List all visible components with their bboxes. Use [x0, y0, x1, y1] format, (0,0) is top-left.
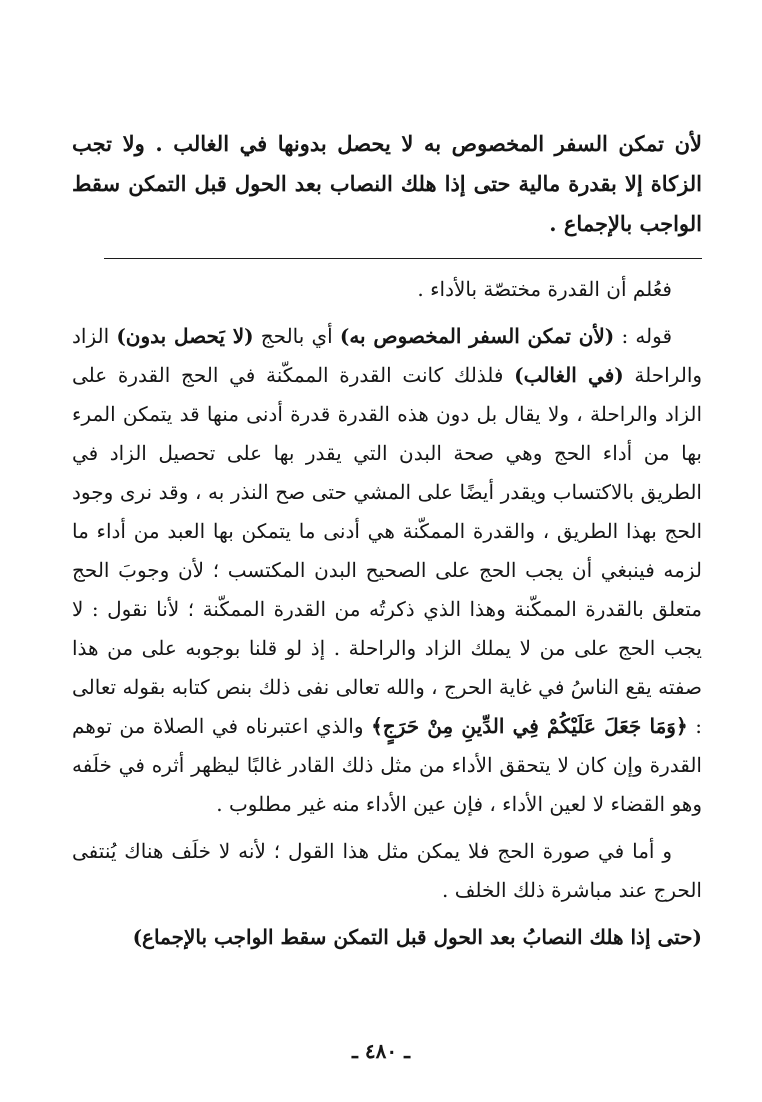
quoted-matn-2: (لا يَحصل بدون) — [116, 324, 254, 348]
paragraph-2-gloss-1: أي بالحج — [260, 324, 333, 348]
quoted-matn-3: (في الغالب) — [514, 363, 624, 387]
quran-verse: ﴿وَمَا جَعَلَ عَلَيْكُمْ فِي الدِّينِ مِنْ حَرَجٍ﴾ — [371, 714, 688, 738]
quoted-matn-1: (لأن تمكن السفر المخصوص به) — [339, 324, 615, 348]
paragraph-2-intro: قوله : — [621, 324, 673, 348]
separator-line — [104, 258, 702, 259]
page-number: ـ ٤٨٠ ـ — [352, 1039, 410, 1063]
matn-text: لأن تمكن السفر المخصوص به لا يحصل بدونها في الغالب . ولا تجب الزكاة إلا بقدرة مالية حتى إذا هلك النصاب بعد الحول قبل التمكن سقط الواجب بالإجماع . — [72, 131, 702, 236]
paragraph-1: فعُلم أن القدرة مختصّة بالأداء . — [417, 277, 672, 301]
paragraph-2-body: فلذلك كانت القدرة الممكّنة في الحج القدرة على الزاد والراحلة ، ولا يقال بل دون هذه القدرة قدرة أدنى منها قد يتمكن المرء بها من أداء الحج وهي صحة البدن التي يقدر بها على تحصيل الزاد في الطريق بالاكتساب ويقدر أيضًا على المشي حتى صح النذر به ، وقد نرى وجود الحج بهذا الطريق ، والقدرة الممكّنة هي أدنى ما يتمكن بها العبد من أداء ما لزمه فينبغي أن يجب الحج على الصحيح البدن المكتسب ؛ لأن وجوبَ الحج متعلق بالقدرة الممكّنة وهذا الذي ذكرتُه من القدرة الممكّنة ؛ لأنا نقول : لا يجب الحج على من لا يملك الزاد والراحلة . إذ لو قلنا بوجوبه على من هذا صفته يقع الناسُ في غاية الحرج ، والله تعالى نفى ذلك بنص كتابه بقوله تعالى : — [72, 363, 703, 738]
paragraph-2-gloss-2: الزاد والراحلة — [72, 324, 703, 387]
paragraph-2 — [72, 317, 702, 824]
paragraph-2-conclusion: والذي اعتبرناه في الصلاة من توهم القدرة وإن كان لا يتحقق الأداء من مثل ذلك القادر غالبًا ليظهر أثره في خلَفه وهو القضاء لا لعين الأداء ، فإن عين الأداء منه غير مطلوب . — [72, 714, 702, 816]
paragraph-4-matn: (حتى إذا هلك النصابُ بعد الحول قبل التمكن سقط الواجب بالإجماع) — [132, 925, 702, 949]
commentary — [72, 270, 702, 957]
paragraph-3: و أما في صورة الحج فلا يمكن مثل هذا القول ؛ لأنه لا خلَف هناك يُنتفى الحرج عند مباشرة ذلك الخلف . — [72, 839, 702, 902]
